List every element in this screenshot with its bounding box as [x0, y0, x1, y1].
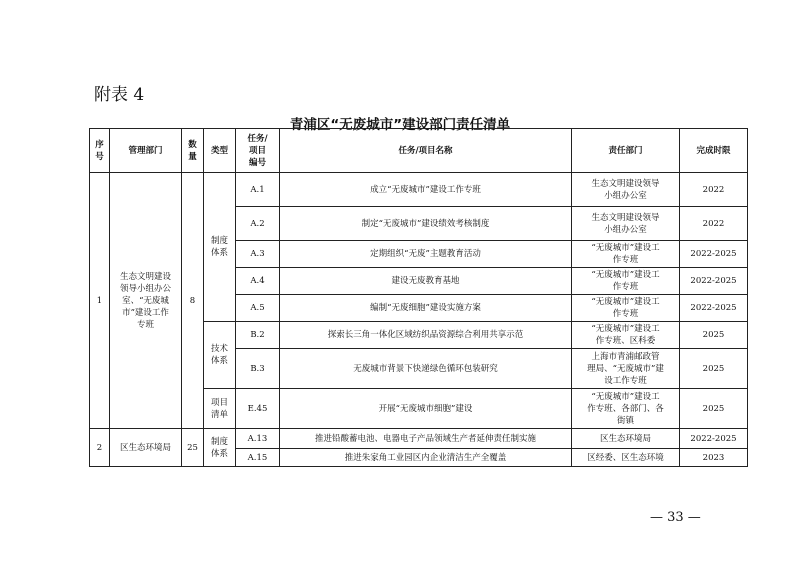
resp-cell: “无废城市”建设工 作专班 [572, 241, 680, 268]
table-header-row [90, 129, 748, 173]
count-cell: 8 [182, 173, 204, 429]
seq-cell: 2 [90, 429, 110, 467]
header-time: 完成时限 [680, 129, 748, 173]
time-cell: 2022-2025 [680, 268, 748, 295]
resp-cell: “无废城市”建设工 作专班 [572, 268, 680, 295]
resp-cell: 生态文明建设领导 小组办公室 [572, 207, 680, 241]
header-code: 任务/ 项目 编号 [236, 129, 280, 173]
dept-cell: 区生态环境局 [110, 429, 182, 467]
code-cell: E.45 [236, 389, 280, 429]
name-cell: 编制“无废细胞”建设实施方案 [280, 295, 572, 322]
code-cell: A.5 [236, 295, 280, 322]
name-cell: 定期组织“无废”主题教育活动 [280, 241, 572, 268]
resp-cell: 区生态环境局 [572, 429, 680, 449]
code-cell: B.2 [236, 322, 280, 349]
table-row [90, 429, 748, 449]
resp-cell: 生态文明建设领导 小组办公室 [572, 173, 680, 207]
dept-cell: 生态文明建设 领导小组办公 室、“无废城 市”建设工作 专班 [110, 173, 182, 429]
resp-cell: 上海市青浦邮政管 理局、“无废城市”建 设工作专班 [572, 349, 680, 389]
header-name: 任务/项目名称 [280, 129, 572, 173]
name-cell: 成立“无废城市”建设工作专班 [280, 173, 572, 207]
table-row [90, 173, 748, 207]
code-cell: B.3 [236, 349, 280, 389]
type-cell: 制度 体系 [204, 429, 236, 467]
seq-cell: 1 [90, 173, 110, 429]
time-cell: 2022 [680, 207, 748, 241]
header-dept: 管理部门 [110, 129, 182, 173]
header-resp: 责任部门 [572, 129, 680, 173]
type-cell: 项目 清单 [204, 389, 236, 429]
page-title: 青浦区“无废城市”建设部门责任清单 [289, 117, 511, 133]
header-count: 数 量 [182, 129, 204, 173]
page-number: — 33 — [650, 510, 701, 525]
name-cell: 推进朱家角工业园区内企业清洁生产全覆盖 [280, 449, 572, 467]
header-type: 类型 [204, 129, 236, 173]
name-cell: 建设无废教育基地 [280, 268, 572, 295]
name-cell: 推进铅酸蓄电池、电器电子产品领域生产者延伸责任制实施 [280, 429, 572, 449]
code-cell: A.13 [236, 429, 280, 449]
code-cell: A.2 [236, 207, 280, 241]
resp-cell: “无废城市”建设工 作专班、区科委 [572, 322, 680, 349]
responsibility-table [89, 128, 748, 467]
type-cell: 技术 体系 [204, 322, 236, 389]
type-cell: 制度 体系 [204, 173, 236, 322]
resp-cell: “无废城市”建设工 作专班、各部门、各 街镇 [572, 389, 680, 429]
header-seq: 序 号 [90, 129, 110, 173]
time-cell: 2025 [680, 322, 748, 349]
name-cell: 开展“无废城市细胞”建设 [280, 389, 572, 429]
time-cell: 2023 [680, 449, 748, 467]
code-cell: A.15 [236, 449, 280, 467]
time-cell: 2022-2025 [680, 295, 748, 322]
time-cell: 2022-2025 [680, 241, 748, 268]
count-cell: 25 [182, 429, 204, 467]
code-cell: A.3 [236, 241, 280, 268]
time-cell: 2022 [680, 173, 748, 207]
code-cell: A.1 [236, 173, 280, 207]
resp-cell: “无废城市”建设工 作专班 [572, 295, 680, 322]
resp-cell: 区经委、区生态环境 [572, 449, 680, 467]
time-cell: 2025 [680, 349, 748, 389]
time-cell: 2022-2025 [680, 429, 748, 449]
appendix-label: 附表 4 [94, 85, 145, 105]
time-cell: 2025 [680, 389, 748, 429]
name-cell: 制定“无废城市”建设绩效考核制度 [280, 207, 572, 241]
name-cell: 探索长三角一体化区域纺织品资源综合利用共享示范 [280, 322, 572, 349]
name-cell: 无废城市背景下快递绿色循环包装研究 [280, 349, 572, 389]
code-cell: A.4 [236, 268, 280, 295]
